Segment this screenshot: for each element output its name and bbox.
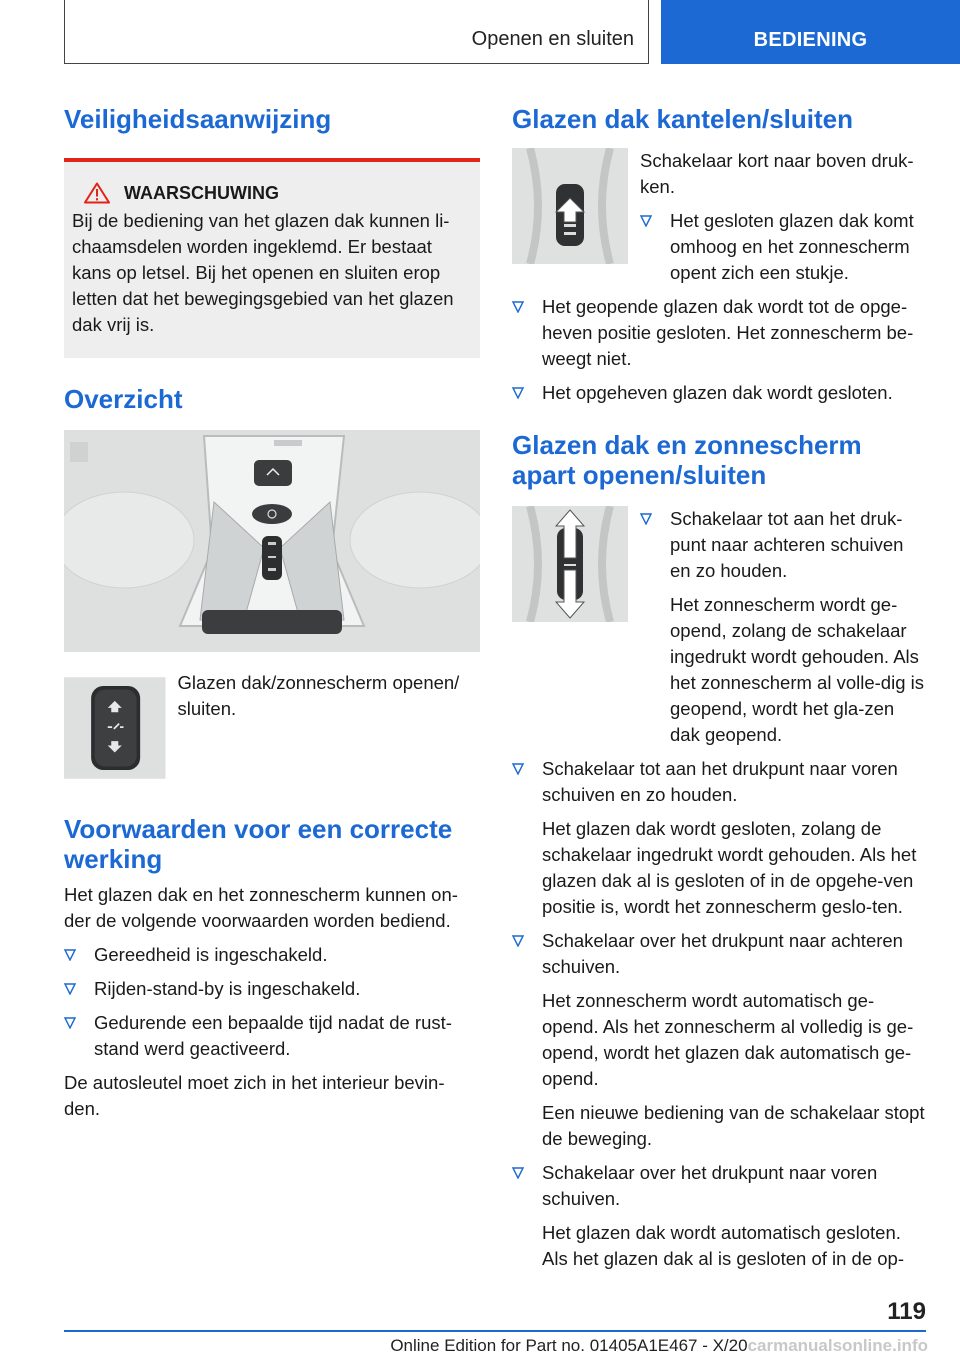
triangle-bullet-icon — [512, 1167, 524, 1179]
list-item — [64, 1010, 480, 1062]
footer-divider — [64, 1330, 926, 1332]
list-item-text: Rijden-stand-by is ingeschakeld. — [94, 978, 361, 999]
switch-caption: Glazen dak/zonnescherm openen/ sluiten. — [177, 672, 460, 719]
overview-heading: Overzicht — [64, 384, 183, 414]
list-item — [64, 942, 480, 968]
list-item — [512, 756, 926, 920]
chapter-tab[interactable]: BEDIENING — [661, 0, 960, 64]
list-item — [512, 928, 926, 1152]
separate-heading: Glazen dak en zonnescherm apart openen/sluiten — [512, 430, 862, 490]
triangle-bullet-icon — [64, 949, 76, 961]
tilt-figure-row — [512, 148, 926, 286]
separate-figure-row — [512, 506, 926, 748]
list-item-text: Het gesloten glazen dak komt omhoog en het zonnescherm opent zich een stukje. — [670, 210, 914, 283]
triangle-bullet-icon — [64, 1017, 76, 1029]
watermark-text: carmanualsonline.info — [747, 1336, 928, 1355]
list-item-text: Gedurende een bepaalde tijd nadat de rust-stand werd geactiveerd. — [94, 1012, 452, 1059]
list-item-text: Schakelaar over het drukpunt naar voren schuiven. — [542, 1162, 878, 1209]
list-item — [512, 294, 926, 372]
switch-figure-row — [64, 670, 480, 786]
sunroof-switch-image — [64, 670, 166, 786]
footer-edition — [390, 1336, 928, 1356]
tilt-text — [640, 148, 926, 286]
list-item-detail: Het glazen dak wordt gesloten, zolang de schakelaar ingedrukt wordt gehouden. Als het glazen dak al is gesloten of in de opgehe-ven positie is, wordt het zonnescherm geslo-ten. — [542, 818, 917, 917]
tilt-intro: Schakelaar kort naar boven druk-ken. — [640, 150, 914, 197]
switch-push-up-image — [512, 148, 628, 264]
conditions-list — [64, 942, 480, 1062]
warning-body: Bij de bediening van het glazen dak kunnen li-chaamsdelen worden ingeklemd. Er bestaat kans op letsel. Bij het openen en sluiten erop letten dat het bewegingsgebied van het glazen dak vrij is. — [72, 210, 454, 335]
conditions-intro: Het glazen dak en het zonnescherm kunnen on-der de volgende voorwaarden worden bediend. — [64, 884, 458, 931]
warning-title: WAARSCHUWING — [124, 182, 279, 203]
warning-title-row — [72, 182, 472, 204]
list-item-text: Het geopende glazen dak wordt tot de opge-heven positie gesloten. Het zonnescherm be-weegt niet. — [542, 296, 914, 369]
list-item-text: Schakelaar tot aan het druk-punt naar achteren schuiven en zo houden. — [670, 508, 904, 581]
section-title: Openen en sluiten — [64, 0, 649, 64]
left-column — [64, 100, 480, 1122]
tilt-heading: Glazen dak kantelen/sluiten — [512, 104, 853, 134]
list-item — [512, 380, 926, 406]
conditions-note: De autosleutel moet zich in het interieur bevin-den. — [64, 1072, 445, 1119]
conditions-heading: Voorwaarden voor een correcte werking — [64, 814, 453, 874]
separate-list — [512, 756, 926, 1272]
triangle-bullet-icon — [512, 301, 524, 313]
page-header — [0, 0, 960, 66]
triangle-bullet-icon — [64, 983, 76, 995]
overhead-console-image — [64, 430, 480, 652]
list-item — [512, 1160, 926, 1272]
list-item-text: Gereedheid is ingeschakeld. — [94, 944, 328, 965]
right-column — [512, 100, 926, 1272]
triangle-bullet-icon — [512, 387, 524, 399]
warning-triangle-icon — [84, 182, 110, 204]
triangle-bullet-icon — [512, 763, 524, 775]
tilt-list — [512, 294, 926, 406]
triangle-bullet-icon — [640, 513, 652, 525]
edition-text: Online Edition for Part no. 01405A1E467 - X/20 — [390, 1336, 748, 1355]
list-item — [64, 976, 480, 1002]
list-item-detail: Een nieuwe bediening van de schakelaar stopt de beweging. — [542, 1102, 925, 1149]
list-item-text: Het opgeheven glazen dak wordt gesloten. — [542, 382, 893, 403]
list-item — [640, 208, 926, 286]
list-item-detail: Het zonnescherm wordt automatisch ge-opend. Als het zonnescherm al volledig is ge-opend, wordt het glazen dak automatisch ge-opend. — [542, 990, 914, 1089]
triangle-bullet-icon — [640, 215, 652, 227]
list-item-text: Schakelaar tot aan het drukpunt naar voren schuiven en zo houden. — [542, 758, 898, 805]
list-item-text: Schakelaar over het drukpunt naar achteren schuiven. — [542, 930, 903, 977]
separate-sub-list — [640, 506, 926, 748]
list-item — [640, 506, 926, 748]
safety-heading: Veiligheidsaanwijzing — [64, 104, 332, 134]
list-item-detail: Het glazen dak wordt automatisch gesloten. Als het glazen dak al is gesloten of in de op- — [542, 1222, 905, 1269]
tilt-sub-list — [640, 208, 926, 286]
triangle-bullet-icon — [512, 935, 524, 947]
list-item-detail: Het zonnescherm wordt ge-opend, zolang de schakelaar ingedrukt wordt gehouden. Als het zonnescherm al volle-dig is geopend, wordt het gla-zen dak geopend. — [670, 594, 924, 745]
separate-first-text — [640, 506, 926, 748]
warning-box — [64, 158, 480, 358]
switch-slide-image — [512, 506, 628, 622]
page-number: 119 — [887, 1298, 926, 1325]
